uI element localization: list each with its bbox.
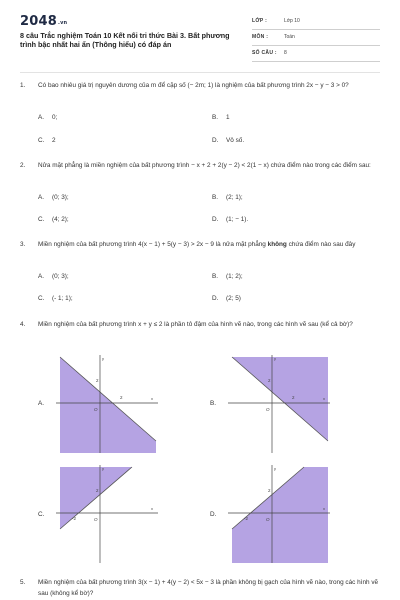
origin-label: O [266, 517, 270, 522]
question-text-emphasis: không [267, 241, 287, 248]
shaded-region [232, 467, 328, 563]
option-text: (0; 3); [52, 273, 69, 280]
question-4 [20, 319, 382, 343]
meta-value: Lớp 10 [284, 18, 300, 24]
option-label: B. [212, 194, 219, 201]
question-1 [20, 80, 382, 150]
option-d[interactable] [212, 135, 244, 146]
origin-label: O [94, 517, 98, 522]
option-text: Vô số. [226, 137, 245, 144]
option-c[interactable] [38, 293, 73, 304]
option-c[interactable] [38, 214, 69, 225]
question-number: 1. [20, 82, 26, 89]
option-a[interactable] [38, 271, 69, 282]
tick-label: 2 [268, 378, 271, 383]
option-b[interactable] [212, 112, 230, 123]
option-text: (0; 3); [52, 194, 69, 201]
site-logo[interactable] [20, 14, 67, 29]
question-number: 5. [20, 579, 26, 586]
option-label: A. [38, 194, 45, 201]
option-d[interactable]: D. [210, 511, 217, 518]
y-axis-label: y [274, 466, 276, 471]
tick-label: 2 [96, 488, 99, 493]
option-label: C. [38, 295, 45, 302]
question-number: 3. [20, 241, 26, 248]
question-text [38, 239, 380, 250]
meta-value: Toán [284, 34, 295, 40]
tick-label: 2 [292, 395, 295, 400]
origin-label: O [94, 407, 98, 412]
option-text: 1 [226, 114, 230, 121]
option-a[interactable] [38, 192, 69, 203]
y-axis-label: y [274, 356, 276, 361]
option-label: A. [38, 273, 45, 280]
question-text: Miền nghiệm của bất phương trình 3(x − 1) + 4(y − 2) < 5x − 3 là phần không bị gạch của hình vẽ nào, trong các hình vẽ sau (không kể bờ)? [38, 579, 379, 597]
origin-label: O [266, 407, 270, 412]
y-axis-label: y [102, 466, 104, 471]
option-label: D. [212, 216, 219, 223]
meta-value: 8 [284, 50, 287, 56]
option-label: A. [38, 114, 45, 121]
question-number: 2. [20, 162, 26, 169]
graph-option-a[interactable] [56, 353, 160, 455]
question-number: 4. [20, 321, 26, 328]
meta-row-class [252, 16, 380, 30]
graph-option-d[interactable] [228, 463, 332, 565]
option-b[interactable]: B. [210, 400, 217, 407]
tick-label: -2 [244, 516, 249, 521]
option-label: C. [38, 137, 45, 144]
option-label: D. [212, 137, 219, 144]
tick-label: 2 [120, 395, 123, 400]
document-header [0, 0, 400, 68]
meta-row-count [252, 48, 380, 62]
x-axis-label: x [323, 506, 325, 511]
option-text: 2 [52, 137, 56, 144]
option-label: B. [212, 114, 219, 121]
option-d[interactable] [212, 214, 248, 225]
logo-suffix: .vn [57, 20, 68, 26]
option-text: (1; − 1). [226, 216, 249, 223]
meta-label: SỐ CÂU : [252, 50, 277, 56]
question-2 [20, 160, 382, 230]
tick-label: 2 [268, 488, 271, 493]
option-text: (2; 5) [226, 295, 241, 302]
question-text: Nửa mặt phẳng là miền nghiệm của bất phương trình − x + 2 + 2(y − 2) < 2(1 − x) chứa điểm nào trong các điểm sau: [38, 162, 371, 169]
question-text: Có bao nhiêu giá trị nguyên dương của m để cặp số (− 2m; 1) là nghiệm của bất phương trình 2x − y − 3 > 0? [38, 82, 349, 89]
shaded-region [60, 357, 156, 453]
option-c[interactable] [38, 135, 56, 146]
question-text-part: Miền nghiệm của bất phương trình 4(x − 1) + 5(y − 3) > 2x − 9 là nửa mặt phẳng [38, 241, 268, 248]
option-a[interactable]: A. [38, 400, 45, 407]
option-text: (1; 2); [226, 273, 243, 280]
option-text: (2; 1); [226, 194, 243, 201]
header-divider [20, 72, 380, 73]
option-text: 0; [52, 114, 58, 121]
meta-label: LỚP : [252, 18, 268, 24]
option-label: C. [38, 216, 45, 223]
option-label: B. [212, 273, 219, 280]
graph-option-c[interactable] [56, 463, 160, 565]
option-d[interactable] [212, 293, 241, 304]
meta-panel [252, 16, 380, 64]
question-5 [20, 577, 382, 600]
question-text: Miền nghiệm của bất phương trình x + y ≤ 2 là phần tô đậm của hình vẽ nào, trong các hình vẽ sau (kể cả bờ)? [38, 321, 353, 328]
meta-row-subject [252, 32, 380, 46]
graph-option-b[interactable] [228, 353, 332, 455]
tick-label: -2 [72, 516, 77, 521]
x-axis-label: x [151, 506, 153, 511]
option-b[interactable] [212, 192, 243, 203]
meta-label: MÔN : [252, 34, 269, 40]
tick-label: 2 [96, 378, 99, 383]
option-text: (- 1; 1); [52, 295, 73, 302]
option-label: D. [212, 295, 219, 302]
option-b[interactable] [212, 271, 243, 282]
option-text: (4; 2); [52, 216, 69, 223]
x-axis-label: x [151, 396, 153, 401]
x-axis-label: x [323, 396, 325, 401]
logo-text: 2048 [20, 14, 57, 29]
document-title: 8 câu Trắc nghiệm Toán 10 Kết nối tri thức Bài 3. Bất phương trình bậc nhất hai ẩn (Thông hiểu) có đáp án [20, 31, 230, 49]
y-axis-label: y [102, 356, 104, 361]
question-3 [20, 239, 382, 309]
option-c[interactable]: C. [38, 511, 45, 518]
question-text-part: chứa điểm nào sau đây [286, 241, 356, 248]
option-a[interactable] [38, 112, 57, 123]
